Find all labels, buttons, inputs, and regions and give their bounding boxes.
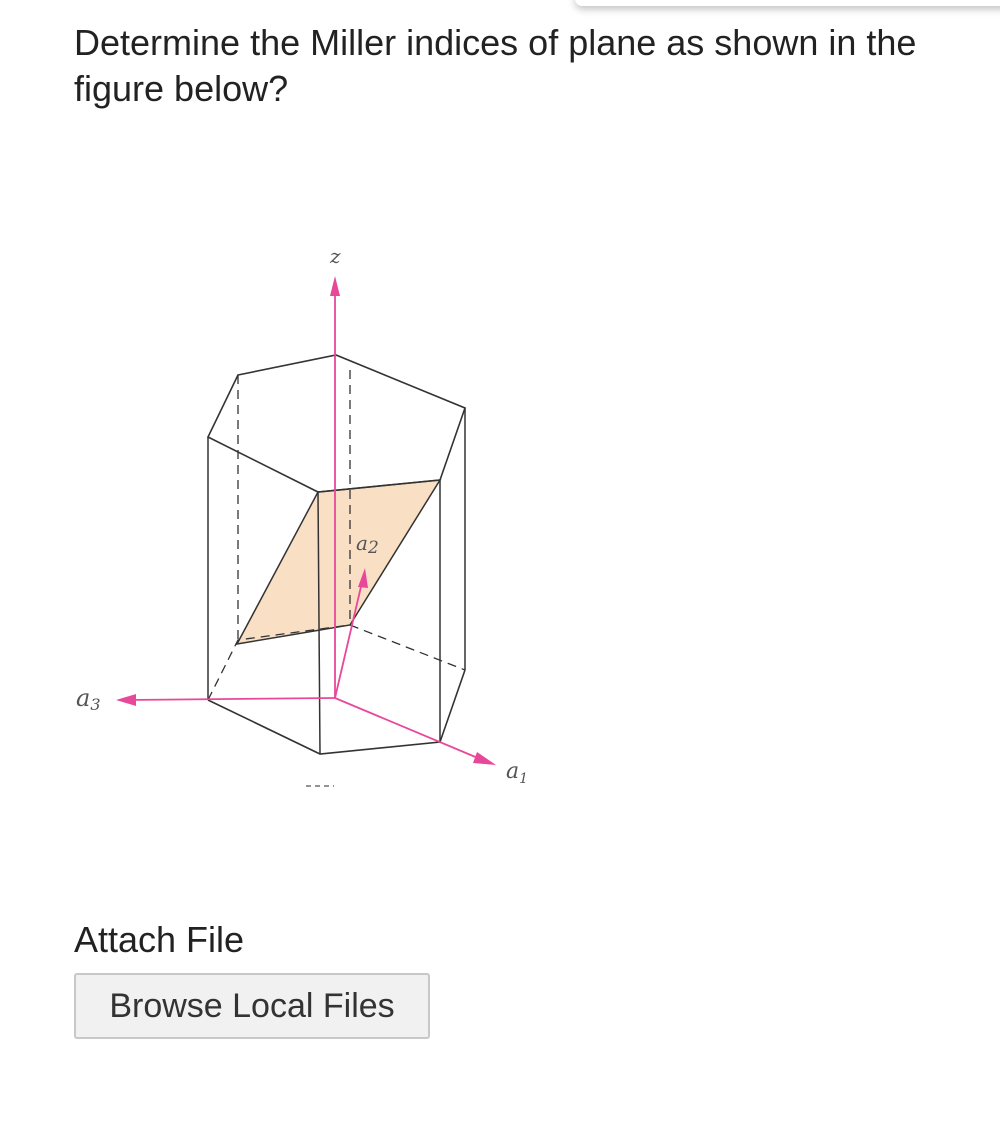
browse-local-files-button[interactable]: Browse Local Files [74, 973, 430, 1039]
a1-axis-label: $a_1$ [506, 759, 529, 787]
a2-axis-label: a2 [356, 531, 379, 558]
bottom-hexagon-front [208, 670, 465, 754]
a3-axis-label: a3 [76, 684, 101, 714]
z-axis-arrowhead [330, 276, 340, 296]
attach-file-label: Attach File [74, 919, 245, 960]
z-axis-label: z [330, 244, 341, 268]
a1-axis [335, 698, 485, 761]
top-hexagon [208, 355, 465, 492]
a3-axis [126, 698, 335, 700]
shaded-plane [237, 480, 440, 644]
a3-axis-arrowhead [116, 694, 136, 706]
question-text: Determine the Miller indices of plane as shown in the figure below? [74, 22, 917, 109]
a1-axis-arrowhead [473, 752, 496, 765]
hexagonal-prism-diagram [60, 230, 560, 810]
hexagonal-prism-figure [60, 230, 560, 810]
top-panel-shadow [575, 0, 1000, 6]
